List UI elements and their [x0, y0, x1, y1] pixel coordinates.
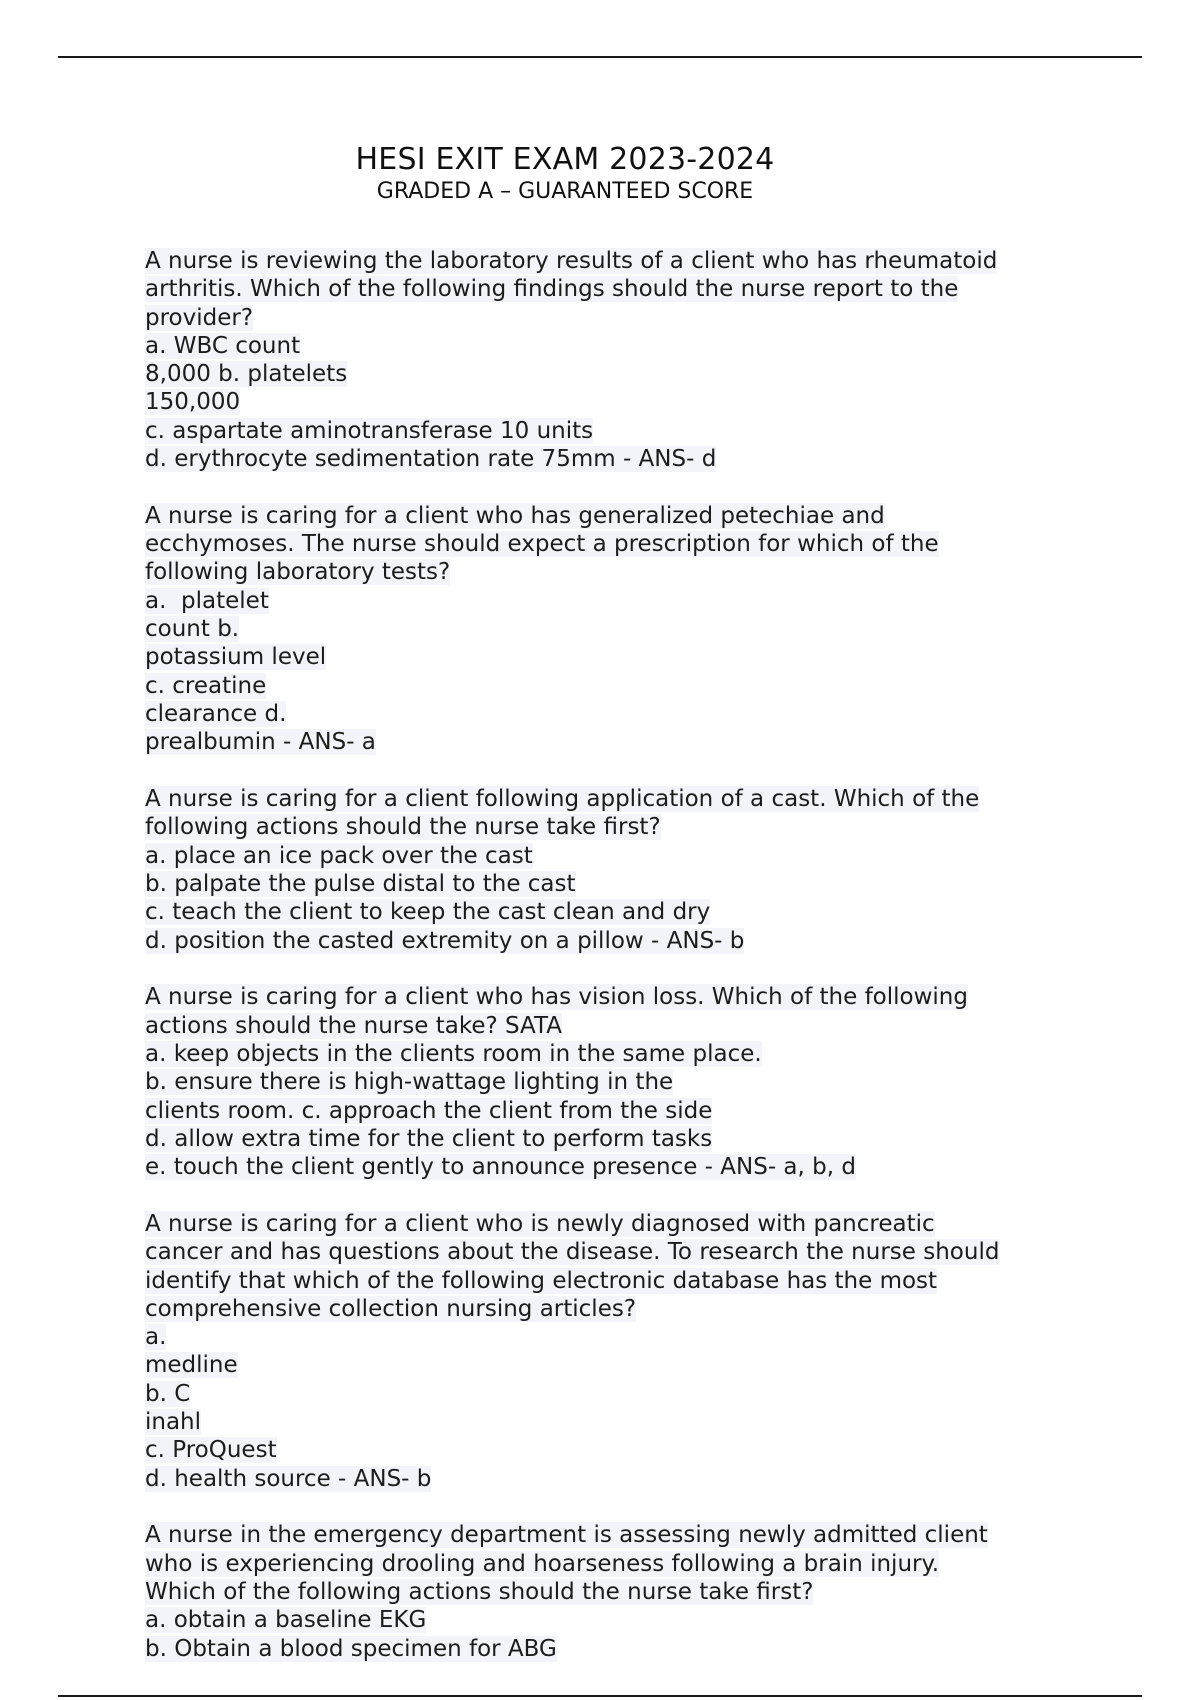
question-line-text: following laboratory tests?: [145, 559, 451, 586]
question-line-text: arthritis. Which of the following findings should the nurse report to the: [145, 276, 959, 303]
question-line-text: following actions should the nurse take first?: [145, 814, 661, 841]
question-line: [145, 785, 1075, 813]
question-line-text: A nurse in the emergency department is assessing newly admitted client: [145, 1522, 988, 1549]
question-line: [145, 247, 1075, 275]
question-line: [145, 842, 1075, 870]
question-line: [145, 1068, 1075, 1096]
question-line-text: a. place an ice pack over the cast: [145, 842, 533, 869]
question-line-text: Which of the following actions should the nurse take first?: [145, 1578, 814, 1605]
question-line-text: 8,000 b. platelets: [145, 361, 348, 388]
question-line-text: inahl: [145, 1408, 202, 1435]
question-line: [145, 445, 1075, 473]
question-line: [145, 304, 1075, 332]
question-line: [145, 1550, 1075, 1578]
question-block: [145, 785, 1075, 955]
question-line-text: count b.: [145, 616, 240, 643]
question-line-text: a.: [145, 1324, 167, 1351]
document-title: HESI EXIT EXAM 2023-2024: [355, 142, 775, 177]
question-line-text: c. teach the client to keep the cast clean and dry: [145, 899, 711, 926]
question-line-text: a. platelet: [145, 587, 269, 614]
question-line-text: 150,000: [145, 389, 241, 416]
question-line: [145, 1210, 1075, 1238]
question-line: [145, 332, 1075, 360]
question-line-text: A nurse is caring for a client who is newly diagnosed with pancreatic: [145, 1210, 935, 1237]
question-line-text: c. creatine: [145, 672, 267, 699]
question-line: [145, 1097, 1075, 1125]
question-line-text: A nurse is caring for a client who has generalized petechiae and: [145, 502, 885, 529]
question-line: [145, 587, 1075, 615]
question-line: [145, 1521, 1075, 1549]
question-line-text: clearance d.: [145, 700, 287, 727]
question-line: [145, 388, 1075, 416]
question-block: [145, 247, 1075, 473]
question-line: [145, 983, 1075, 1011]
bottom-rule: [58, 1695, 1142, 1697]
question-line-text: d. allow extra time for the client to perform tasks: [145, 1125, 713, 1152]
question-line: [145, 728, 1075, 756]
question-line-text: a. WBC count: [145, 332, 301, 359]
question-line-text: A nurse is caring for a client who has vision loss. Which of the following: [145, 984, 968, 1011]
question-line: [145, 417, 1075, 445]
question-line-text: comprehensive collection nursing articles?: [145, 1295, 637, 1322]
top-rule: [58, 56, 1142, 58]
question-line-text: d. position the casted extremity on a pillow - ANS- b: [145, 927, 745, 954]
question-line-text: potassium level: [145, 644, 327, 671]
question-line: [145, 672, 1075, 700]
question-line-text: identify that which of the following electronic database has the most: [145, 1267, 938, 1294]
question-line-text: cancer and has questions about the disease. To research the nurse should: [145, 1239, 1000, 1266]
question-line-text: b. palpate the pulse distal to the cast: [145, 870, 576, 897]
question-line: [145, 502, 1075, 530]
question-line-text: c. aspartate aminotransferase 10 units: [145, 417, 594, 444]
question-line-text: c. ProQuest: [145, 1437, 277, 1464]
question-line-text: ecchymoses. The nurse should expect a prescription for which of the: [145, 531, 939, 558]
question-line: [145, 615, 1075, 643]
question-line: [145, 360, 1075, 388]
question-line: [145, 1323, 1075, 1351]
question-line: [145, 530, 1075, 558]
question-line: [145, 898, 1075, 926]
question-line-text: A nurse is caring for a client following application of a cast. Which of the: [145, 786, 980, 813]
document-header: [0, 142, 1130, 206]
question-line-text: b. Obtain a blood specimen for ABG: [145, 1635, 557, 1662]
question-line-text: actions should the nurse take? SATA: [145, 1012, 562, 1039]
question-line: [145, 1351, 1075, 1379]
question-line-text: clients room. c. approach the client from the side: [145, 1097, 713, 1124]
question-line: [145, 1267, 1075, 1295]
question-line: [145, 1635, 1075, 1663]
question-line: [145, 643, 1075, 671]
question-line-text: who is experiencing drooling and hoarseness following a brain injury.: [145, 1550, 940, 1577]
question-line: [145, 1295, 1075, 1323]
question-line: [145, 558, 1075, 586]
question-line: [145, 1012, 1075, 1040]
document-subtitle: GRADED A – GUARANTEED SCORE: [376, 179, 754, 204]
question-line: [145, 1465, 1075, 1493]
question-line-text: a. keep objects in the clients room in the same place.: [145, 1040, 762, 1067]
question-line: [145, 927, 1075, 955]
question-line: [145, 813, 1075, 841]
question-line: [145, 1578, 1075, 1606]
question-line-text: d. erythrocyte sedimentation rate 75mm - ANS- d: [145, 446, 717, 473]
question-line: [145, 1380, 1075, 1408]
question-line-text: medline: [145, 1352, 238, 1379]
question-block: [145, 1521, 1075, 1662]
question-line-text: d. health source - ANS- b: [145, 1465, 432, 1492]
question-list: [145, 247, 1075, 1691]
question-line: [145, 1606, 1075, 1634]
question-line-text: b. ensure there is high-wattage lighting in the: [145, 1069, 674, 1096]
question-line: [145, 1408, 1075, 1436]
question-line-text: provider?: [145, 304, 254, 331]
question-block: [145, 983, 1075, 1181]
question-block: [145, 1210, 1075, 1493]
question-block: [145, 502, 1075, 757]
question-line: [145, 1153, 1075, 1181]
question-line: [145, 870, 1075, 898]
question-line-text: b. C: [145, 1380, 191, 1407]
question-line: [145, 275, 1075, 303]
question-line: [145, 1238, 1075, 1266]
question-line: [145, 1436, 1075, 1464]
question-line-text: a. obtain a baseline EKG: [145, 1607, 427, 1634]
question-line-text: prealbumin - ANS- a: [145, 729, 376, 756]
question-line-text: A nurse is reviewing the laboratory results of a client who has rheumatoid: [145, 248, 998, 274]
question-line: [145, 1125, 1075, 1153]
question-line: [145, 700, 1075, 728]
question-line: [145, 1040, 1075, 1068]
question-line-text: e. touch the client gently to announce presence - ANS- a, b, d: [145, 1154, 856, 1181]
